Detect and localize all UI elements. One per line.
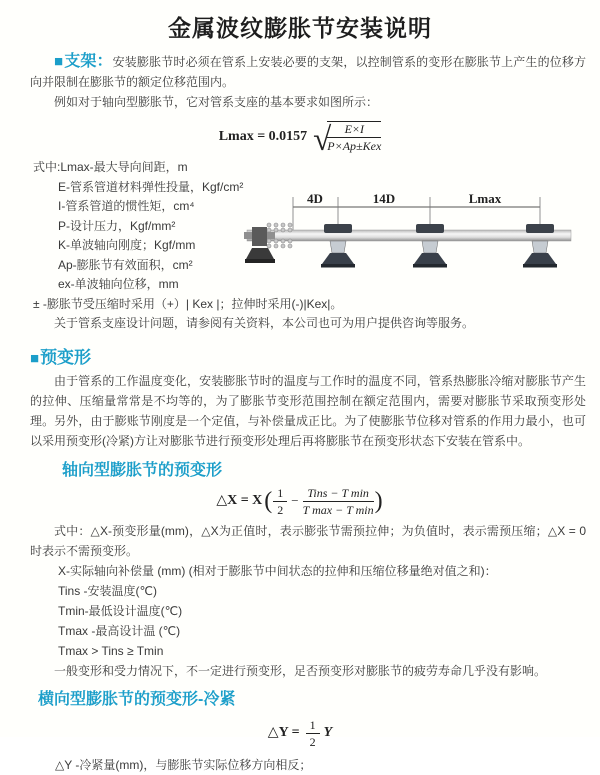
section-marker-icon: ■: [30, 349, 40, 367]
support-intro-text: 安装膨胀节时必须在管系上安装必要的支架，以控制管系的变形在膨胀节上产生的位移方向并限制在膨胀节的额定位移范围内。: [30, 55, 586, 89]
axial-explanation: 式中：△X-预变形量(mm)，△X为正值时，表示膨张节需预拉伸；为负值时，表示需预压缩；△X = 0时表示不需预变形。: [30, 523, 586, 558]
def-item: K-单波轴向刚度；Kgf/mm: [58, 238, 196, 252]
def-item: I-管系管道的惯性矩，cm⁴: [58, 199, 195, 213]
page-title: 金属波纹膨胀节安装说明: [168, 15, 432, 41]
fraction-numerator: E×I: [327, 122, 381, 138]
fraction-numerator: 1: [273, 486, 287, 502]
fraction-denominator: T max − T min: [302, 502, 374, 517]
half-fraction: [273, 486, 287, 517]
defs-label: 式中:Lmax-最大导向间距，m: [33, 160, 188, 174]
lateral-predeform-formula: [0, 718, 600, 749]
def-item: ex-单波轴向位移，mm: [58, 277, 179, 291]
fraction-denominator: P×Ap±Kex: [327, 139, 382, 153]
predeform-section-header: [30, 348, 600, 369]
temperature-fraction: [303, 486, 374, 517]
axial-item: Tmin-最低设计温度(℃): [58, 603, 183, 618]
close-paren: ): [374, 488, 383, 514]
axial-item: X-实际轴向补偿量 (mm) (相对于膨胀节中间状态的拉伸和压缩位移量绝对值之和)：: [58, 563, 497, 578]
support-section-header: [54, 53, 113, 70]
dim-label-14d: 14D: [372, 191, 396, 206]
pipe-support-diagram: [243, 190, 595, 294]
consult-note: 关于管系支座设计问题，请参阅有关资料，本公司也可为用户提供咨询等服务。: [54, 316, 475, 330]
formula-lhs: Lmax = 0.0157: [218, 129, 308, 144]
axial-item: Tmax -最高设计温 (℃): [58, 623, 181, 638]
fraction-denominator: 2: [277, 502, 284, 517]
support-example-line: 例如对于轴向型膨胀节，它对管系支座的基本要求如图所示：: [54, 95, 379, 109]
dim-label-lmax: Lmax: [468, 191, 502, 206]
predeform-paragraph: 由于管系的工作温度变化，安装膨胀节时的温度与工作时的温度不同，管系热膨胀冷缩对膨胀节产生的拉伸、压缩量常常是不均等的，为了膨胀节变形范围控制在额定范围内，需要对膨胀节采取预变形处理。另外，由于膨账节刚度是一个定值，与补偿量成正比。为了使膨胀节位移对管系的作用力最小，也可以采用预变形(冷紧)方让对膨胀节进行预变形处理后再将膨胀节在预变形状态下安装在管系中。: [30, 373, 586, 448]
pipe-support: [321, 224, 355, 268]
half-fraction: [306, 718, 320, 749]
support-header-label: 支架：: [64, 53, 113, 70]
dim-label-4d: 4D: [307, 191, 323, 206]
section-marker-icon: ■: [54, 53, 64, 70]
fraction-numerator: Tins − T min: [303, 486, 374, 502]
fraction-numerator: 1: [306, 718, 320, 734]
axial-subheading: 轴向型膨胀节的预变形: [62, 461, 223, 479]
predeform-header-label: 预变形: [40, 347, 92, 367]
guide-spacing-formula: [0, 121, 600, 158]
formula-fraction: [327, 121, 381, 153]
minus-operator: −: [291, 493, 299, 508]
def-item: P-设计压力，Kgf/mm²: [58, 218, 176, 233]
axial-item: Tins -安装温度(℃): [58, 583, 158, 598]
def-item: E-管系管道材料弹性投量，Kgf/cm²: [58, 179, 244, 194]
formula-lhs: △X = X: [216, 493, 263, 508]
def-item: Ap-膨胀节有效面积，cm²: [58, 257, 193, 272]
fraction-denominator: 2: [309, 734, 316, 749]
open-paren: (: [264, 488, 273, 514]
axial-item: Tmax > Tins ≥ Tmin: [58, 643, 164, 658]
pipe-support: [523, 224, 557, 268]
axial-predeform-formula: [0, 486, 600, 517]
formula-rhs: Y: [323, 725, 333, 740]
pipe: [247, 230, 571, 241]
pipe-support: [413, 224, 447, 268]
axial-note: 一般变形和受力情况下，不一定进行预变形，足否预变形对膨胀节的疲劳寿命几乎没有影响。: [54, 663, 547, 678]
lateral-note: △Y -冷紧量(mm)，与膨胀节实际位移方向相反；: [55, 757, 312, 772]
plus-minus-note: ± -膨胀节受压缩时采用（+）| Kex |；拉伸时采用(-)|Kex|。: [33, 296, 343, 311]
formula-lhs: △Y =: [267, 725, 300, 740]
sqrt-icon: √: [313, 122, 332, 158]
lateral-subheading: 横向型膨胀节的预变形-冷紧: [38, 690, 236, 708]
support-intro-paragraph: [30, 52, 586, 92]
